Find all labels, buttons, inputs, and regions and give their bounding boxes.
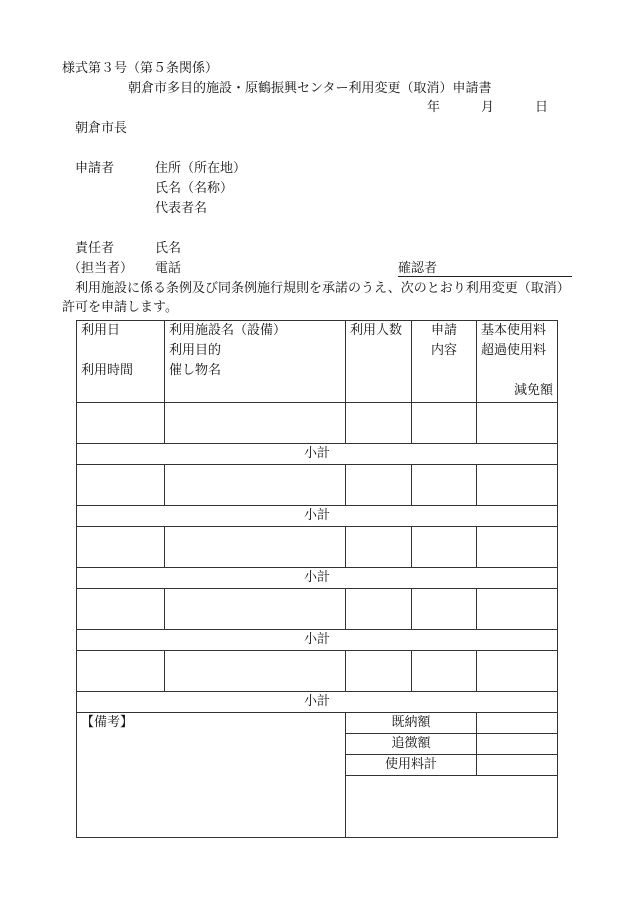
confirmer-signature-line[interactable]: [398, 276, 572, 277]
cell-attendees[interactable]: [346, 465, 412, 506]
cell-date[interactable]: [77, 527, 165, 568]
total-fee-value[interactable]: [477, 755, 558, 776]
cell-fee[interactable]: [477, 651, 558, 692]
subtotal-label: 小計: [77, 692, 558, 713]
cell-facility[interactable]: [165, 589, 346, 630]
cell-attendees[interactable]: [346, 403, 412, 444]
cell-request[interactable]: [412, 403, 477, 444]
remarks-label: 【備考】: [81, 715, 134, 730]
cell-fee[interactable]: [477, 589, 558, 630]
subtotal-row: [77, 568, 558, 589]
cell-facility[interactable]: [165, 527, 346, 568]
paid-amount-label: 既納額: [346, 713, 477, 734]
applicant-address-label: 住所（所在地）: [155, 161, 247, 176]
cell-fee[interactable]: [477, 465, 558, 506]
subtotal-label: 小計: [77, 444, 558, 465]
cell-fee[interactable]: [477, 527, 558, 568]
header-attendees: 利用人数: [346, 321, 412, 403]
header-fees: 基本使用料 超過使用料 減免額: [477, 321, 558, 403]
table-row[interactable]: [77, 651, 558, 692]
subtotal-row: [77, 692, 558, 713]
cell-attendees[interactable]: [346, 651, 412, 692]
cell-date[interactable]: [77, 465, 165, 506]
cell-request[interactable]: [412, 465, 477, 506]
responsible-label: 責任者: [75, 241, 115, 256]
date-year: 年: [427, 100, 441, 115]
cell-facility[interactable]: [165, 403, 346, 444]
table-row[interactable]: [77, 589, 558, 630]
remarks-row: [77, 713, 558, 734]
total-fee-label: 使用料計: [346, 755, 477, 776]
date-month: 月: [481, 100, 495, 115]
table-row[interactable]: [77, 527, 558, 568]
remarks-cell[interactable]: [77, 713, 346, 838]
subtotal-row: [77, 630, 558, 651]
remarks-bottom-space: [346, 776, 558, 838]
document-title: 朝倉市多目的施設・原鶴振興センター利用変更（取消）申請書: [128, 81, 492, 96]
applicant-representative-label: 代表者名: [155, 201, 208, 216]
confirmer-label: 確認者: [398, 261, 438, 276]
header-usage-date: 利用日 利用時間: [77, 321, 165, 403]
subtotal-row: [77, 506, 558, 527]
subtotal-label: 小計: [77, 506, 558, 527]
responsible-phone-label: 電話: [155, 261, 182, 276]
cell-attendees[interactable]: [346, 589, 412, 630]
cell-request[interactable]: [412, 651, 477, 692]
table-row[interactable]: [77, 465, 558, 506]
statement-line-1: 利用施設に係る条例及び同条例施行規則を承諾のうえ、次のとおり利用変更（取消）: [75, 281, 570, 296]
table-row[interactable]: [77, 403, 558, 444]
applicant-label: 申請者: [75, 161, 115, 176]
subtotal-label: 小計: [77, 630, 558, 651]
responsible-sub-label: （担当者）: [68, 261, 134, 276]
additional-amount-label: 追徴額: [346, 734, 477, 755]
header-request: 申請 内容: [412, 321, 477, 403]
header-facility: 利用施設名（設備） 利用目的 催し物名: [165, 321, 346, 403]
addressee: 朝倉市長: [75, 121, 128, 136]
cell-date[interactable]: [77, 651, 165, 692]
subtotal-row: [77, 444, 558, 465]
usage-table: [76, 320, 558, 838]
responsible-name-label: 氏名: [155, 241, 182, 256]
applicant-name-label: 氏名（名称）: [155, 181, 234, 196]
cell-request[interactable]: [412, 527, 477, 568]
table-header-row: [77, 321, 558, 403]
cell-request[interactable]: [412, 589, 477, 630]
date-day: 日: [535, 100, 549, 115]
statement-line-2: 許可を申請します。: [62, 300, 178, 315]
cell-facility[interactable]: [165, 465, 346, 506]
cell-attendees[interactable]: [346, 527, 412, 568]
paid-amount-value[interactable]: [477, 713, 558, 734]
form-number: 様式第３号（第５条関係）: [62, 61, 219, 76]
subtotal-label: 小計: [77, 568, 558, 589]
additional-amount-value[interactable]: [477, 734, 558, 755]
cell-date[interactable]: [77, 403, 165, 444]
cell-facility[interactable]: [165, 651, 346, 692]
cell-date[interactable]: [77, 589, 165, 630]
cell-fee[interactable]: [477, 403, 558, 444]
